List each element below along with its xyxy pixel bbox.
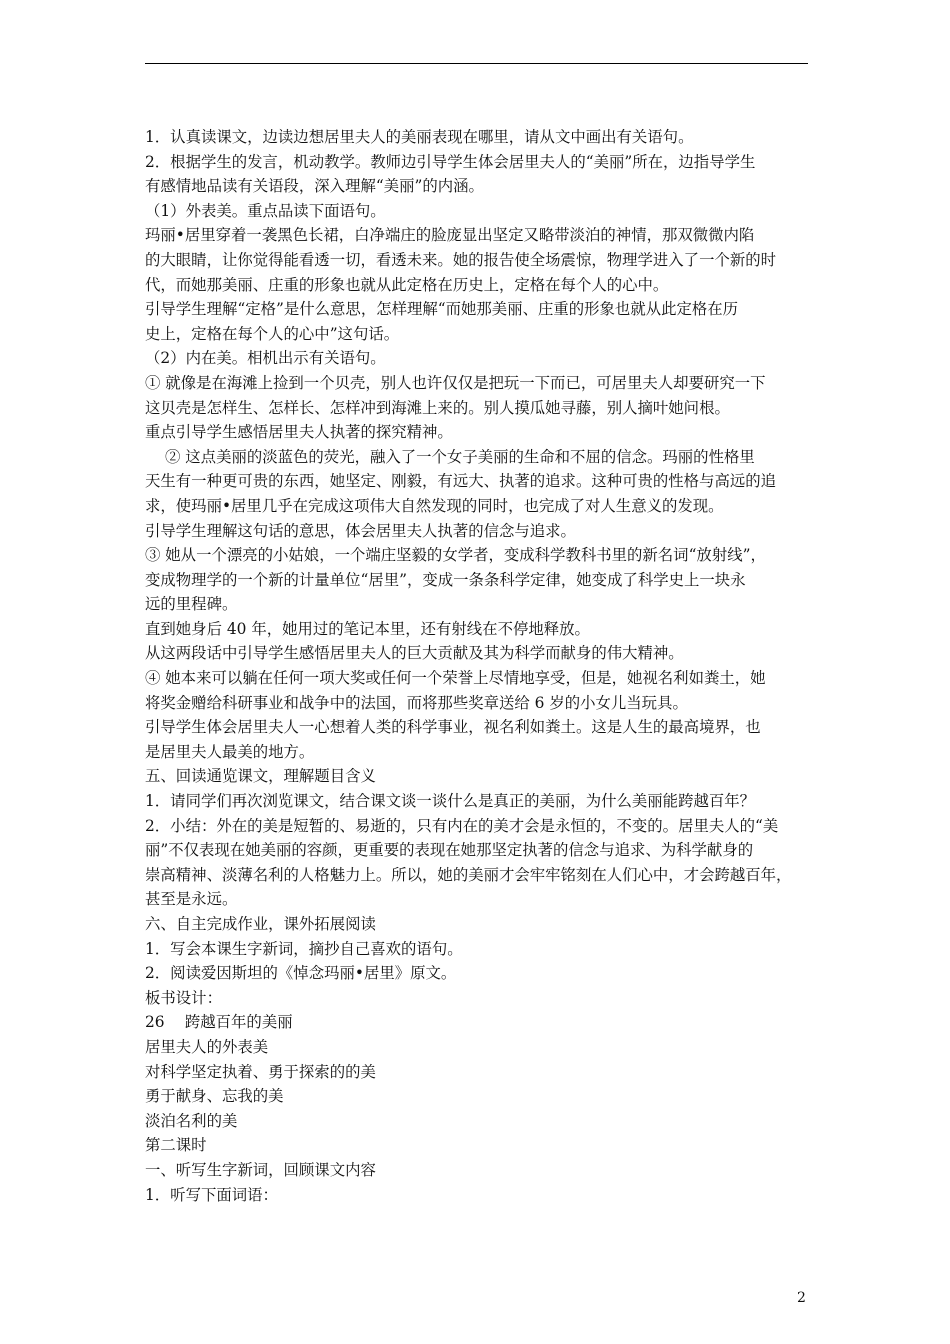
text-line: 从这两段话中引导学生感悟居里夫人的巨大贡献及其为科学而献身的伟大精神。 <box>145 644 684 663</box>
text-line: 2．小结：外在的美是短暂的、易逝的，只有内在的美才会是永恒的，不变的。居里夫人的“美 <box>145 816 779 835</box>
text-line: 引导学生理解“定格”是什么意思，怎样理解“而她那美丽、庄重的形象也就从此定格在历 <box>145 300 739 319</box>
text-line: 代，而她那美丽、庄重的形象也就从此定格在历史上，定格在每个人的心中。 <box>145 275 669 294</box>
text-line: 淡泊名利的美 <box>145 1111 238 1130</box>
text-line: 引导学生理解这句话的意思，体会居里夫人执著的信念与追求。 <box>145 521 576 540</box>
text-line: 1．听写下面词语： <box>145 1185 278 1204</box>
text-line: 1．认真读课文，边读边想居里夫人的美丽表现在哪里，请从文中画出有关语句。 <box>145 128 694 146</box>
text-line: 丽”不仅表现在她美丽的容颜，更重要的表现在她那坚定执著的信念与追求、为科学献身的 <box>145 841 754 860</box>
text-line: 将奖金赠给科研事业和战争中的法国，而将那些奖章送给 6 岁的小女儿当玩具。 <box>145 693 688 712</box>
text-line: 玛丽•居里穿着一袭黑色长裙，白净端庄的脸庞显出坚定又略带淡泊的神情，那双微微内陷 <box>145 226 755 245</box>
text-line: 崇高精神、淡薄名利的人格魅力上。所以，她的美丽才会牢牢铭刻在人们心中，才会跨越百年， <box>145 865 792 884</box>
text-line: ④ 她本来可以躺在任何一项大奖或任何一个荣誉上尽情地享受，但是，她视名利如粪土，她 <box>145 669 766 688</box>
text-line: 有感情地品读有关语段，深入理解“美丽”的内涵。 <box>145 177 484 196</box>
text-line: 甚至是永远。 <box>145 890 238 909</box>
section-heading: 一、听写生字新词，回顾课文内容 <box>145 1160 376 1179</box>
page-number: 2 <box>797 1290 806 1306</box>
text-line: ① 就像是在海滩上捡到一个贝壳，别人也许仅仅是把玩一下而已，可居里夫人却要研究一下 <box>145 373 766 392</box>
text-line: 直到她身后 40 年，她用过的笔记本里，还有射线在不停地释放。 <box>145 619 590 638</box>
text-line: 求，使玛丽•居里几乎在完成这项伟大自然发现的同时，也完成了对人生意义的发现。 <box>145 496 724 515</box>
section-heading: 五、回读通览课文，理解题目含义 <box>145 767 376 786</box>
text-line: 的大眼睛，让你觉得能看透一切，看透未来。她的报告使全场震惊，物理学进入了一个新的时 <box>145 250 777 269</box>
text-line: 1．请同学们再次浏览课文，结合课文谈一谈什么是真正的美丽，为什么美丽能跨越百年？ <box>145 792 756 811</box>
text-line: （1）外表美。重点品读下面语句。 <box>145 201 386 220</box>
text-line: ③ 她从一个漂亮的小姑娘，一个端庄坚毅的女学者，变成科学教科书里的新名词“放射线”， <box>145 546 766 565</box>
text-line: 远的里程碑。 <box>145 595 238 614</box>
board-title: 26 跨越百年的美丽 <box>145 1013 293 1032</box>
text-line: 天生有一种更可贵的东西，她坚定、刚毅，有远大、执著的追求。这种可贵的性格与高远的追 <box>145 472 777 491</box>
text-line: 重点引导学生感悟居里夫人执著的探究精神。 <box>145 423 453 442</box>
text-line: 勇于献身、忘我的美 <box>145 1087 284 1106</box>
section-heading: 第二课时 <box>145 1136 207 1155</box>
text-line: 板书设计： <box>145 988 222 1007</box>
text-line: 引导学生体会居里夫人一心想着人类的科学事业，视名利如粪土。这是人生的最高境界，也 <box>145 718 761 737</box>
header-rule <box>145 63 808 64</box>
text-line: 居里夫人的外表美 <box>145 1037 269 1056</box>
text-line: 对科学坚定执着、勇于探索的的美 <box>145 1062 376 1081</box>
text-line: 这贝壳是怎样生、怎样长、怎样冲到海滩上来的。别人摸瓜她寻藤，别人摘叶她问根。 <box>145 398 730 417</box>
text-line: 1．写会本课生字新词，摘抄自己喜欢的语句。 <box>145 939 463 958</box>
text-line: 2．阅读爱因斯坦的《悼念玛丽•居里》原文。 <box>145 964 457 983</box>
text-line: 是居里夫人最美的地方。 <box>145 742 315 761</box>
text-line: ② 这点美丽的淡蓝色的荧光，融入了一个女子美丽的生命和不屈的信念。玛丽的性格里 <box>165 447 755 466</box>
document-body <box>145 125 808 1207</box>
text-line: 2．根据学生的发言，机动教学。教师边引导学生体会居里夫人的“美丽”所在，边指导学生 <box>145 152 756 171</box>
text-line: 史上，定格在每个人的心中”这句话。 <box>145 324 400 343</box>
text-line: 变成物理学的一个新的计量单位“居里”，变成一条条科学定律，她变成了科学史上一块永 <box>145 570 746 589</box>
section-heading: 六、自主完成作业，课外拓展阅读 <box>145 915 376 933</box>
text-line: （2）内在美。相机出示有关语句。 <box>145 349 386 368</box>
